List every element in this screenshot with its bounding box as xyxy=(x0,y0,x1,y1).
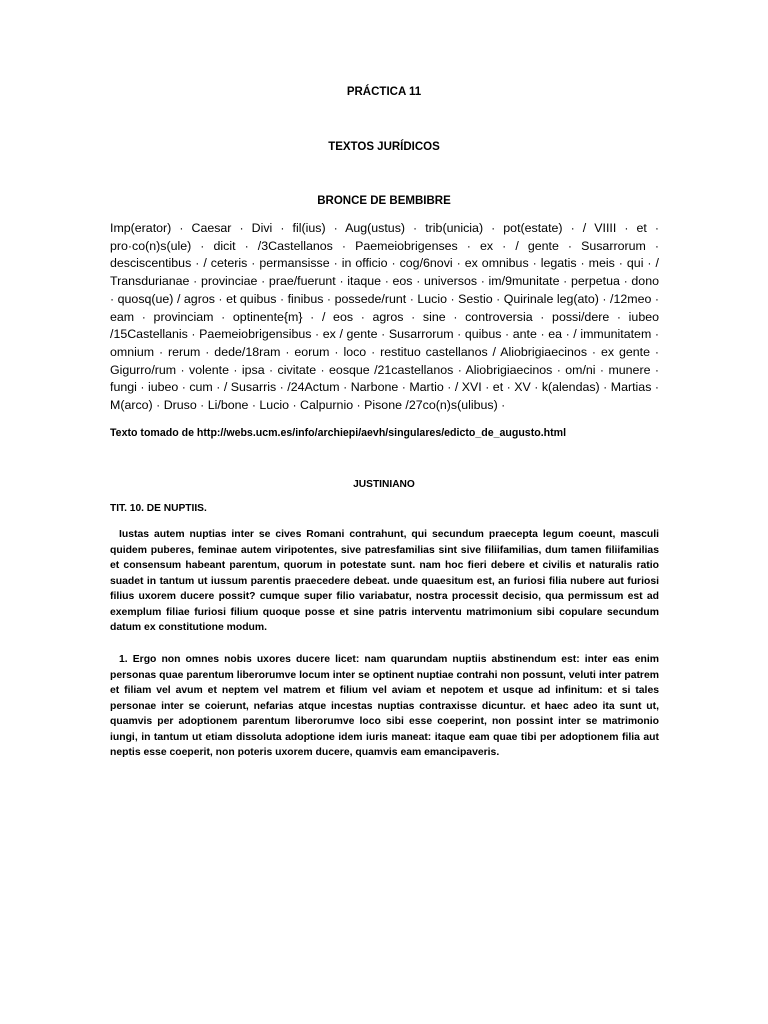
page-title: PRÁCTICA 11 xyxy=(346,86,422,98)
latin-paragraph-1: Iustas autem nuptias inter se cives Romani contrahunt, qui secundum praecepta legum coeunt, masculi quidem puberes, feminae autem viripotentes, sive patresfamilias sint sive filiifamilias, dum tamen filiifamilias et consensum habeant parentum, quorum in potestate sunt. nam hoc fieri debere et civilis et naturalis ratio suadet in tantum ut iussum parentis praecedere debeat. unde quaesitum est, an furiosi filia nubere aut furiosi filius uxorem ducere possit? cumque super filio variabatur, nostra processit decisio, qua permissum est ad exemplum filiae furiosi filium quoque posse et sine patris interventu matrimonium sibi copulare secundum datum ex constitutione modum. xyxy=(110,529,659,633)
title-heading: TIT. 10. DE NUPTIIS. xyxy=(110,503,207,514)
bronze-inscription-text: Imp(erator) · Caesar · Divi · fil(ius) · Aug(ustus) · trib(unicia) · pot(estate) · / VIIII · et · pro·co(n)s(ule) · dicit · /3Castellanos · Paemeiobrigenses · ex · / gente · Susarrorum · desciscentibus · / ceteris · permansisse · in officio · cog/6novi · ex omnibus · legatis · meis · qui · / Transdurianae · provinciae · prae/fuerunt · itaque · eos · universos · im/9munitate · perpetua · dono · quosq(ue) / agros · et quibus · finibus · possede/runt · Lucio · Sestio · Quirinale leg(ato) · /12meo · eam · provinciam · optinente{m} · / eos · agros · sine · controversia · possi/dere · iubeo /15Castellanis · Paemeiobrigensibus · ex / gente · Susarrorum · quibus · ante · ea · / immunitatem · omnium · rerum · dede/18ram · eorum · loco · restituo castellanos / Aliobrigiaecinos · ex gente · Gigurro/rum · volente · ipsa · civitate · eosque /21castellanos · Aliobrigiaecinos · om/ni · munere · fungi · iubeo · cum · / Susarris · /24Actum · Narbone · Martio · / XVI · et · XV · k(alendas) · Martias · M(arco) · Druso · Li/bone · Lucio · Calpurnio · Pisone /27co(n)s(ulibus) · xyxy=(110,221,659,413)
page-subtitle: TEXTOS JURÍDICOS xyxy=(328,141,440,153)
bronze-heading: BRONCE DE BEMBIBRE xyxy=(317,195,451,207)
source-note: Texto tomado de http://webs.ucm.es/info/archiepi/aevh/singulares/edicto_de_augusto.html xyxy=(110,427,567,439)
justinian-heading: JUSTINIANO xyxy=(353,479,415,490)
latin-paragraph-2: 1. Ergo non omnes nobis uxores ducere licet: nam quarundam nuptiis abstinendum est: inter eas enim personas quae parentum liberorumve locum inter se optinent nuptiae contrahi non possunt, veluti inter patrem et filiam vel avum et neptem vel matrem et filium vel aviam et nepotem et usque ad infinitum: et si tales personae inter se coierunt, nefarias atque incestas nuptias contraxisse dicuntur. et haec adeo ita sunt ut, quamvis per adoptionem parentum liberorumve loco sibi esse coeperint, non possint inter se matrimonio iungi, in tantum ut etiam dissoluta adoptione idem iuris maneat: itaque eam quae tibi per adoptionem filia aut neptis esse coeperit, non poteris uxorem ducere, quamvis eam emancipaveris. xyxy=(110,654,659,758)
